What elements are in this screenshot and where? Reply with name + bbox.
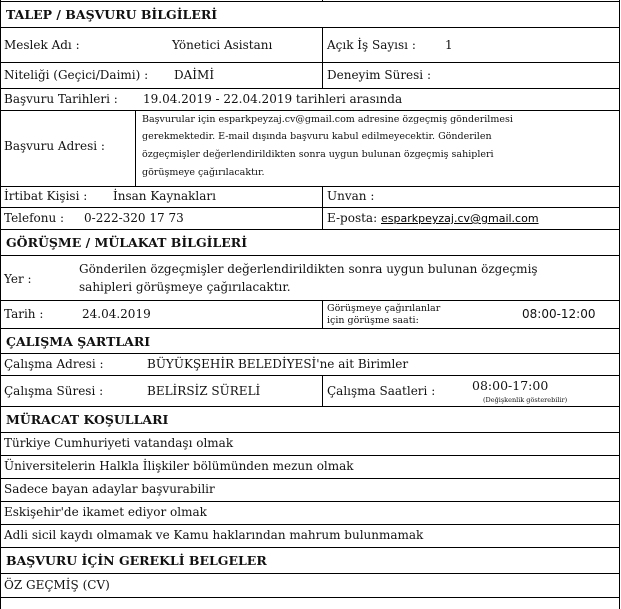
irtibat-label: İrtibat Kişisi : xyxy=(4,189,88,203)
tarih-label: Başvuru Tarihleri : xyxy=(4,92,118,106)
acik-label: Açık İş Sayısı : xyxy=(327,38,416,52)
section-belgeler xyxy=(0,547,620,573)
adres-line: özgeçmişler değerlendirildikten sonra uygun bulunan özgeçmiş sahipleri xyxy=(142,149,494,160)
calisma-saat-label: Çalışma Saatleri : xyxy=(327,384,436,398)
calisma-adres-value: BÜYÜKŞEHİR BELEDİYESİ'ne ait Birimler xyxy=(147,357,409,371)
list-item xyxy=(0,478,620,501)
yer-line: Gönderilen özgeçmişler değerlendirildikten sonra uygun bulunan özgeçmiş xyxy=(79,262,538,276)
eposta-label: E-posta: xyxy=(327,211,378,225)
condition-text: Türkiye Cumhuriyeti vatandaşı olmak xyxy=(4,436,234,450)
calisma-saat-value: 08:00-17:00 xyxy=(472,378,549,393)
gorusme-saat-value: 08:00-12:00 xyxy=(522,307,596,321)
row-calisma-adres xyxy=(0,353,620,375)
gorusme-tarih-label: Tarih : xyxy=(4,307,44,321)
yer-line: sahipleri görüşmeye çağırılacaktır. xyxy=(79,280,291,294)
list-item xyxy=(0,501,620,524)
left-border xyxy=(0,0,1,609)
yer-label: Yer : xyxy=(4,272,32,286)
row-calisma-sure xyxy=(0,375,620,406)
calisma-saat-note: (Değişkenlik gösterebilir) xyxy=(483,396,568,404)
list-item xyxy=(0,455,620,478)
section-title: TALEP / BAŞVURU BİLGİLERİ xyxy=(6,7,218,22)
adres-line: görüşmeye çağırılacaktır. xyxy=(142,167,265,178)
row-basvuru-adres xyxy=(0,110,620,186)
telefon-label: Telefonu : xyxy=(4,211,65,225)
condition-text: Adli sicil kaydı olmamak ve Kamu haklarından mahrum bulunmamak xyxy=(4,528,424,542)
section-title: BAŞVURU İÇİN GEREKLİ BELGELER xyxy=(6,553,267,568)
adres-line: Başvurular için esparkpeyzaj.cv@gmail.com adresine özgeçmiş gönderilmesi xyxy=(142,114,513,125)
row-irtibat xyxy=(0,186,620,207)
meslek-value: Yönetici Asistanı xyxy=(172,38,273,52)
calisma-sure-value: BELİRSİZ SÜRELİ xyxy=(147,384,261,398)
gorusme-tarih-value: 24.04.2019 xyxy=(82,307,151,321)
irtibat-value: İnsan Kaynakları xyxy=(113,189,216,203)
section-muracat xyxy=(0,406,620,432)
section-talep xyxy=(0,1,620,27)
list-item xyxy=(0,524,620,547)
calisma-sure-label: Çalışma Süresi : xyxy=(4,384,104,398)
section-title: GÖRÜŞME / MÜLAKAT BİLGİLERİ xyxy=(6,235,248,250)
row-cutoff xyxy=(0,597,620,609)
right-border xyxy=(619,0,620,609)
condition-text: Eskişehir'de ikamet ediyor olmak xyxy=(4,505,207,519)
deneyim-label: Deneyim Süresi : xyxy=(327,68,432,82)
row-meslek xyxy=(0,27,620,62)
nitelik-label: Niteliği (Geçici/Daimi) : xyxy=(4,68,149,82)
row-nitelik xyxy=(0,62,620,88)
calisma-adres-label: Çalışma Adresi : xyxy=(4,357,104,371)
acik-value: 1 xyxy=(445,38,453,52)
section-title: ÇALIŞMA ŞARTLARI xyxy=(6,334,151,349)
adres-label: Başvuru Adresi : xyxy=(4,139,105,153)
row-gorusme-tarih xyxy=(0,300,620,328)
gorusme-saat-label: için görüşme saati: xyxy=(327,315,419,326)
condition-text: Sadece bayan adaylar başvurabilir xyxy=(4,482,215,496)
row-basvuru-tarih xyxy=(0,88,620,110)
section-gorusme xyxy=(0,229,620,255)
list-item xyxy=(0,573,620,597)
row-yer xyxy=(0,255,620,300)
document-text: ÖZ GEÇMİŞ (CV) xyxy=(4,578,110,592)
section-title: MÜRACAT KOŞULLARI xyxy=(6,412,169,427)
condition-text: Üniversitelerin Halkla İlişkiler bölümünden mezun olmak xyxy=(4,459,354,473)
row-telefon xyxy=(0,207,620,229)
meslek-label: Meslek Adı : xyxy=(4,38,80,52)
telefon-value: 0-222-320 17 73 xyxy=(84,211,184,225)
email-link[interactable]: esparkpeyzaj.cv@gmail.com xyxy=(381,212,539,225)
nitelik-value: DAİMİ xyxy=(174,68,215,82)
list-item xyxy=(0,432,620,455)
gorusme-saat-label: Görüşmeye çağırılanlar xyxy=(327,303,441,314)
unvan-label: Unvan : xyxy=(327,189,375,203)
section-calisma xyxy=(0,328,620,353)
adres-line: gerekmektedir. E-mail dışında başvuru kabul edilmeyecektir. Gönderilen xyxy=(142,131,492,142)
tarih-value: 19.04.2019 - 22.04.2019 tarihleri arasında xyxy=(143,92,403,106)
